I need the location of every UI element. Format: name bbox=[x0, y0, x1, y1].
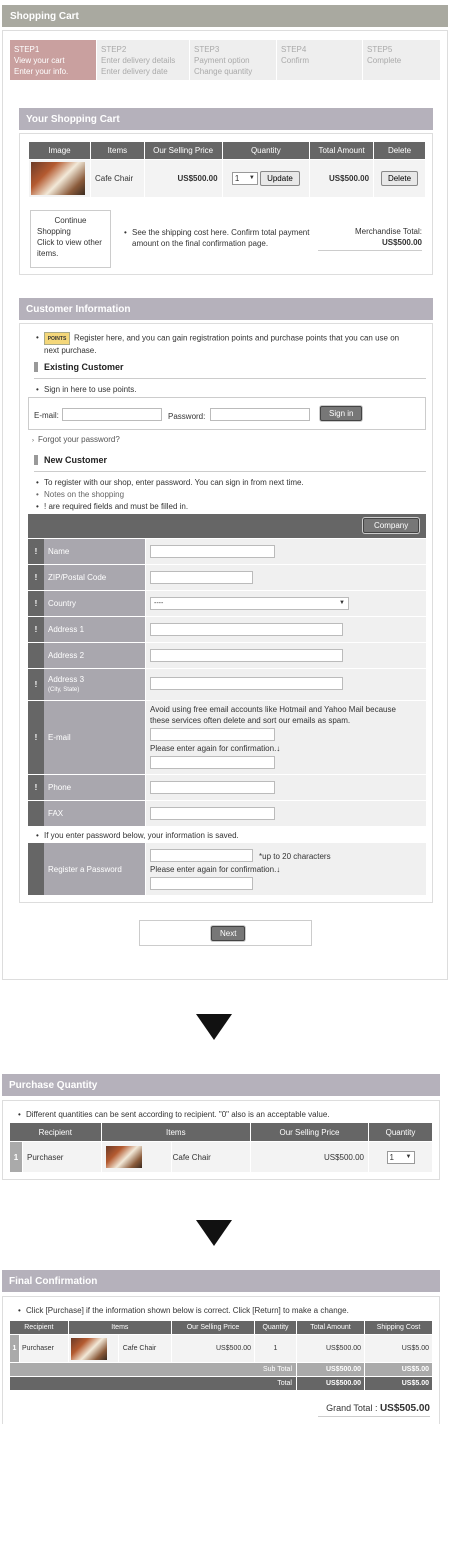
chevron-right-icon: › bbox=[32, 438, 34, 444]
col-image: Image bbox=[29, 142, 91, 160]
merchandise-total bbox=[318, 226, 422, 251]
cart-section-header bbox=[19, 108, 433, 130]
signin-note: • Sign in here to use points. bbox=[44, 385, 137, 394]
quantity-value: 1 bbox=[389, 1152, 394, 1162]
item-name: Cafe Chair bbox=[118, 1335, 171, 1363]
password-note: • If you enter password below, your information is saved. bbox=[44, 831, 239, 840]
step-line: Payment option bbox=[194, 56, 250, 65]
field-label-text: E-mail bbox=[48, 733, 71, 742]
col-total: Total Amount bbox=[310, 142, 374, 160]
field-label-text: FAX bbox=[48, 809, 64, 818]
grand-total bbox=[318, 1403, 430, 1417]
cart-row bbox=[29, 160, 426, 198]
address2-input[interactable] bbox=[150, 649, 343, 662]
page-header bbox=[2, 5, 448, 27]
final-table bbox=[9, 1320, 433, 1391]
continue-shopping-box[interactable] bbox=[30, 210, 111, 268]
quantity-select[interactable] bbox=[387, 1151, 415, 1164]
purchase-quantity-header bbox=[2, 1074, 440, 1096]
subtotal-label: Sub Total bbox=[10, 1363, 297, 1377]
item-price: US$500.00 bbox=[251, 1142, 369, 1173]
step-line: Enter your info. bbox=[14, 67, 69, 76]
product-image[interactable] bbox=[106, 1146, 142, 1168]
quantity-row bbox=[10, 1142, 433, 1173]
required-mark: ! bbox=[28, 565, 44, 590]
step-num: STEP4 bbox=[281, 45, 307, 54]
subtotal-shipping: US$5.00 bbox=[365, 1363, 433, 1377]
item-quantity: 1 bbox=[255, 1335, 297, 1363]
final-row bbox=[10, 1335, 433, 1363]
company-button[interactable]: Company bbox=[363, 518, 419, 533]
step-line: View your cart bbox=[14, 56, 65, 65]
col-recipient: Recipient bbox=[10, 1321, 69, 1335]
country-label bbox=[44, 591, 145, 616]
col-shipping: Shipping Cost bbox=[365, 1321, 433, 1335]
address3-label bbox=[44, 669, 145, 700]
field-label-text: Name bbox=[48, 547, 70, 556]
next-button[interactable]: Next bbox=[211, 926, 245, 941]
step-5 bbox=[363, 40, 440, 80]
chevron-down-icon: ▼ bbox=[248, 175, 255, 181]
register-password-input[interactable] bbox=[150, 849, 253, 862]
new-customer-note: • To register with our shop, enter password. You can sign in from next time. bbox=[44, 478, 304, 487]
forgot-password-text[interactable]: Forgot your password? bbox=[38, 435, 120, 444]
required-mark: ! bbox=[28, 539, 44, 564]
optional-mark bbox=[28, 801, 44, 826]
total-row bbox=[10, 1377, 433, 1391]
new-customer-title: New Customer bbox=[34, 455, 426, 465]
col-quantity: Quantity bbox=[222, 142, 310, 160]
col-price: Our Selling Price bbox=[251, 1123, 369, 1142]
email-field-label bbox=[44, 701, 145, 774]
continue-shopping-link[interactable]: Shopping bbox=[37, 227, 71, 236]
register-password-confirm-input[interactable] bbox=[150, 877, 253, 890]
purchase-quantity-note: • Different quantities can be sent according to recipient. "0" also is an acceptable value. bbox=[26, 1110, 330, 1119]
field-label-text: Register a Password bbox=[48, 864, 122, 874]
points-text: Register here, and you can gain registration points and purchase points that you can use on next purchase. bbox=[44, 333, 400, 355]
cart-table bbox=[28, 141, 426, 198]
cart-item-total: US$500.00 bbox=[310, 160, 374, 198]
signin-button[interactable]: Sign in bbox=[320, 406, 362, 421]
shipping-note-text: See the shipping cost bbox=[132, 228, 211, 237]
shopping-notes-link[interactable]: • Notes on the shopping bbox=[44, 490, 124, 499]
cell-quantity bbox=[222, 160, 310, 198]
points-note bbox=[44, 332, 414, 356]
step-4 bbox=[277, 40, 362, 80]
merch-value: US$500.00 bbox=[381, 238, 422, 247]
continue-shopping-note: Click to view other bbox=[37, 238, 102, 247]
existing-customer-title: Existing Customer bbox=[34, 362, 426, 372]
cell-delete bbox=[374, 160, 426, 198]
total-label: Total bbox=[10, 1377, 297, 1391]
field-label-sub: (City, State) bbox=[48, 686, 80, 693]
address3-input[interactable] bbox=[150, 677, 343, 690]
cell-image bbox=[68, 1335, 118, 1363]
arrow-down-icon bbox=[196, 1014, 232, 1040]
field-label-text: Address 1 bbox=[48, 625, 85, 634]
fax-label bbox=[44, 801, 145, 826]
email-confirm-note: Please enter again for confirmation.↓ bbox=[150, 744, 281, 753]
page-title: Shopping Cart bbox=[10, 10, 79, 22]
country-value: ---- bbox=[154, 600, 164, 607]
address1-label bbox=[44, 617, 145, 642]
cell-image bbox=[29, 160, 91, 198]
col-quantity: Quantity bbox=[369, 1123, 433, 1142]
col-price: Our Selling Price bbox=[172, 1321, 255, 1335]
cart-item-name[interactable]: Cafe Chair bbox=[90, 160, 144, 198]
purchase-quantity-table bbox=[9, 1122, 433, 1173]
optional-mark bbox=[28, 643, 44, 668]
row-number: 1 bbox=[10, 1335, 20, 1363]
divider bbox=[34, 471, 426, 472]
purchase-quantity-title: Purchase Quantity bbox=[9, 1079, 98, 1091]
col-delete: Delete bbox=[374, 142, 426, 160]
col-items: Items bbox=[90, 142, 144, 160]
required-note: • ! are required fields and must be filled in. bbox=[44, 502, 188, 511]
step-line: Change quantity bbox=[194, 67, 253, 76]
quantity-select[interactable] bbox=[232, 172, 258, 185]
item-name: Cafe Chair bbox=[171, 1142, 250, 1173]
subtotal-amount: US$500.00 bbox=[297, 1363, 365, 1377]
step-num: STEP2 bbox=[101, 45, 127, 54]
cart-item-price: US$500.00 bbox=[144, 160, 222, 198]
product-image[interactable] bbox=[71, 1338, 107, 1360]
merch-label: Merchandise Total: bbox=[355, 227, 422, 236]
phone-label bbox=[44, 775, 145, 800]
continue-shopping-note: items. bbox=[37, 249, 59, 258]
shipping-note-text: . Confirm total payment amount on the final confirmation page. bbox=[132, 228, 310, 248]
shipping-note bbox=[132, 227, 312, 249]
step-num: STEP5 bbox=[367, 45, 393, 54]
quantity-value: 1 bbox=[234, 174, 240, 183]
register-password-label bbox=[44, 843, 145, 895]
required-mark: ! bbox=[28, 775, 44, 800]
item-price: US$500.00 bbox=[172, 1335, 255, 1363]
points-badge: POINTS bbox=[44, 332, 70, 345]
signin-email-input[interactable] bbox=[62, 408, 162, 421]
field-label-text: ZIP/Postal Code bbox=[48, 573, 107, 582]
step-bar bbox=[10, 40, 440, 80]
chevron-down-icon: ▼ bbox=[339, 600, 345, 606]
password-label: Password: bbox=[168, 412, 206, 421]
zip-label bbox=[44, 565, 145, 590]
step-line: Enter delivery details bbox=[101, 56, 176, 65]
cell-quantity bbox=[369, 1142, 433, 1173]
fax-input[interactable] bbox=[150, 807, 275, 820]
final-confirmation-title: Final Confirmation bbox=[9, 1275, 98, 1287]
step-line: Confirm bbox=[281, 56, 310, 65]
password-confirm-note: Please enter again for confirmation.↓ bbox=[150, 865, 281, 874]
col-total: Total Amount bbox=[297, 1321, 365, 1335]
total-shipping: US$5.00 bbox=[365, 1377, 433, 1391]
step-line: Complete bbox=[367, 56, 402, 65]
recipient-name: Purchaser bbox=[20, 1335, 69, 1363]
field-label-text: Phone bbox=[48, 783, 72, 792]
email-note: Avoid using free email accounts like Hotmail and Yahoo Mail because these services often delete and sort our emails as spam. bbox=[150, 705, 396, 725]
name-input[interactable] bbox=[150, 545, 275, 558]
step-1 bbox=[10, 40, 96, 80]
update-button[interactable]: Update bbox=[260, 171, 300, 186]
step-3 bbox=[190, 40, 276, 80]
email-confirm-input[interactable] bbox=[150, 756, 275, 769]
step-num: STEP3 bbox=[194, 45, 220, 54]
signin-password-input[interactable] bbox=[210, 408, 310, 421]
arrow-down-icon bbox=[196, 1220, 232, 1246]
shipping-cost-link[interactable]: here bbox=[210, 228, 227, 237]
total-amount: US$500.00 bbox=[297, 1377, 365, 1391]
step-2 bbox=[97, 40, 189, 80]
cell-image bbox=[101, 1142, 171, 1173]
product-image[interactable] bbox=[31, 162, 85, 195]
divider bbox=[34, 378, 426, 379]
continue-shopping-link[interactable]: Continue bbox=[54, 216, 87, 225]
password-limit-note: *up to 20 characters bbox=[259, 852, 331, 861]
grand-total-label: Grand Total : bbox=[326, 1403, 380, 1413]
required-mark: ! bbox=[28, 591, 44, 616]
col-items: Items bbox=[101, 1123, 250, 1142]
item-shipping: US$5.00 bbox=[365, 1335, 433, 1363]
chevron-down-icon: ▼ bbox=[405, 1153, 412, 1160]
email-label: E-mail: bbox=[34, 411, 59, 420]
field-label-text: Country bbox=[48, 599, 77, 608]
final-confirmation-header bbox=[2, 1270, 440, 1292]
customer-section-title: Customer Information bbox=[26, 303, 131, 315]
cart-section-title: Your Shopping Cart bbox=[26, 113, 120, 125]
row-number: 1 bbox=[10, 1142, 23, 1173]
final-confirmation-note: • Click [Purchase] if the information shown below is correct. Click [Return] to make a change. bbox=[26, 1306, 349, 1315]
col-quantity: Quantity bbox=[255, 1321, 297, 1335]
col-items: Items bbox=[68, 1321, 171, 1335]
address1-input[interactable] bbox=[150, 623, 343, 636]
email-input[interactable] bbox=[150, 728, 275, 741]
subtotal-row bbox=[10, 1363, 433, 1377]
name-label bbox=[44, 539, 145, 564]
item-total: US$500.00 bbox=[297, 1335, 365, 1363]
required-mark: ! bbox=[28, 617, 44, 642]
phone-input[interactable] bbox=[150, 781, 275, 794]
country-select[interactable] bbox=[150, 597, 349, 610]
field-label-text: Address 2 bbox=[48, 651, 85, 660]
step-line: Enter delivery date bbox=[101, 67, 168, 76]
zip-input[interactable] bbox=[150, 571, 253, 584]
field-label-text: Address 3 bbox=[48, 674, 85, 684]
address2-label bbox=[44, 643, 145, 668]
customer-section-header bbox=[19, 298, 433, 320]
col-price: Our Selling Price bbox=[144, 142, 222, 160]
required-mark: ! bbox=[28, 701, 44, 774]
delete-button[interactable]: Delete bbox=[381, 171, 418, 186]
step-num: STEP1 bbox=[14, 45, 40, 54]
optional-mark bbox=[28, 843, 44, 895]
grand-total-value: US$505.00 bbox=[379, 1403, 430, 1414]
forgot-password-link[interactable] bbox=[32, 435, 120, 444]
col-recipient: Recipient bbox=[10, 1123, 102, 1142]
required-mark: ! bbox=[28, 669, 44, 700]
recipient-name: Purchaser bbox=[23, 1142, 102, 1173]
